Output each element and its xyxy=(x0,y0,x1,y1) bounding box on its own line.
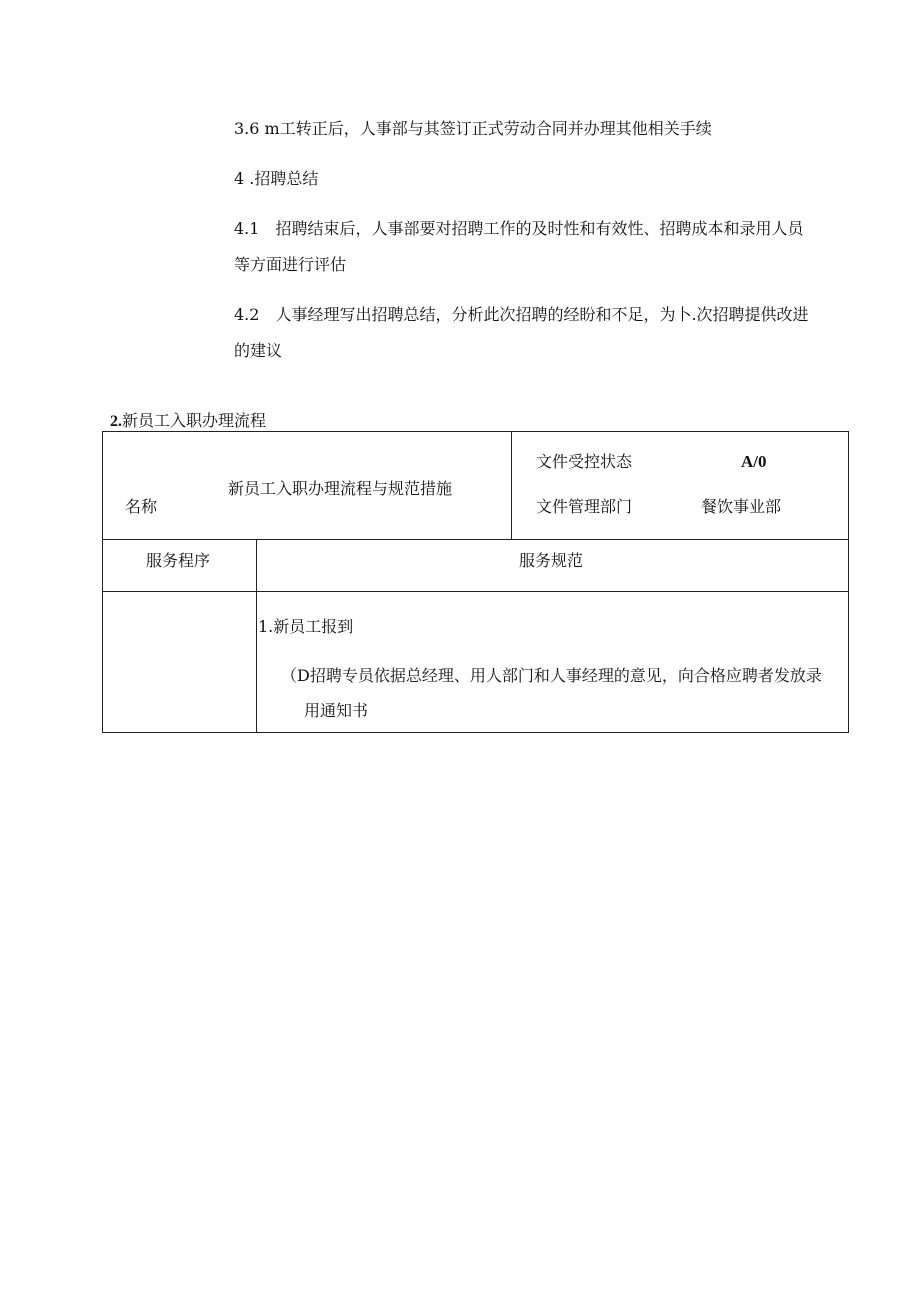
column-header-procedure: 服务程序 xyxy=(146,551,211,570)
paragraph-4-1-line1: 4.1 招聘结束后，人事部要对招聘工作的及时性和有效性、招聘成本和录用人员 xyxy=(234,219,804,238)
table-divider-columns xyxy=(103,591,848,592)
column-header-standard: 服务规范 xyxy=(519,551,584,570)
name-label: 名称 xyxy=(125,497,158,516)
onboarding-process-table xyxy=(102,431,849,733)
paragraph-4-2-line2: 的建议 xyxy=(234,341,283,360)
step-item-line1: （D招聘专员依据总经理、用人部门和人事经理的意见，向合格应聘者发放录 xyxy=(281,666,822,685)
step-title-new-employee-report: 1.新员工报到 xyxy=(258,617,354,636)
paragraph-4-2-line1: 4.2 人事经理写出招聘总结，分析此次招聘的经盼和不足，为卜.次招聘提供改进 xyxy=(234,305,809,324)
step-item-line2: 用通知书 xyxy=(304,701,369,720)
section-number: 2. xyxy=(110,413,122,430)
heading-4-recruitment-summary: 4 .招聘总结 xyxy=(234,169,319,188)
control-status-label: 文件受控状态 xyxy=(536,452,633,471)
document-title: 新员工入职办理流程与规范措施 xyxy=(228,479,453,498)
management-dept-label: 文件管理部门 xyxy=(536,497,633,516)
table-divider-body-vertical xyxy=(256,539,257,732)
control-status-value: A/0 xyxy=(741,452,767,471)
management-dept-value: 餐饮事业部 xyxy=(701,497,782,516)
table-divider-header-vertical xyxy=(511,432,512,539)
section-title: 新员工入职办理流程 xyxy=(122,411,267,430)
table-divider-header xyxy=(103,539,848,540)
paragraph-3-6: 3.6 m工转正后，人事部与其签订正式劳动合同并办理其他相关手续 xyxy=(234,119,712,138)
section-heading xyxy=(110,410,266,433)
paragraph-4-1-line2: 等方面进行评估 xyxy=(234,255,347,274)
